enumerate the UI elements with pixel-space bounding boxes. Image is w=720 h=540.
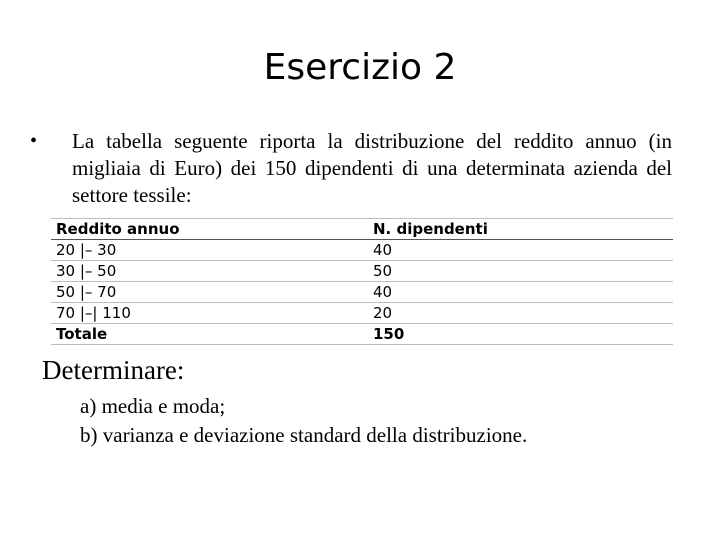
income-class-cell: 50 |– 70 (51, 282, 368, 303)
slide-title: Esercizio 2 (263, 47, 457, 88)
total-label-cell: Totale (51, 324, 368, 345)
employee-count-cell: 20 (368, 303, 673, 324)
table-row (51, 303, 673, 324)
employee-count-cell: 40 (368, 282, 673, 303)
income-class-cell: 20 |– 30 (51, 240, 368, 261)
task-item: a) media e moda; (80, 394, 226, 418)
task-list (80, 392, 700, 450)
income-class-cell: 30 |– 50 (51, 261, 368, 282)
task-heading: Determinare: (42, 355, 185, 385)
table-total-row (51, 324, 673, 345)
income-class-cell: 70 |–| 110 (51, 303, 368, 324)
employee-count-cell: 40 (368, 240, 673, 261)
table-header-row (51, 219, 673, 240)
table-row (51, 282, 673, 303)
employee-count-cell: 50 (368, 261, 673, 282)
header-n-dipendenti: N. dipendenti (368, 219, 673, 240)
header-reddito-annuo: Reddito annuo (51, 219, 368, 240)
intro-text: La tabella seguente riporta la distribuzione del reddito annuo (in migliaia di Euro) dei 150 dipendenti di una determinata azienda del settore tessile: (72, 129, 672, 207)
table-row (51, 261, 673, 282)
task-item: b) varianza e deviazione standard della distribuzione. (80, 423, 528, 447)
income-distribution-table (51, 218, 673, 345)
bullet-symbol: • (30, 130, 38, 152)
total-value-cell: 150 (368, 324, 673, 345)
table-row (51, 240, 673, 261)
